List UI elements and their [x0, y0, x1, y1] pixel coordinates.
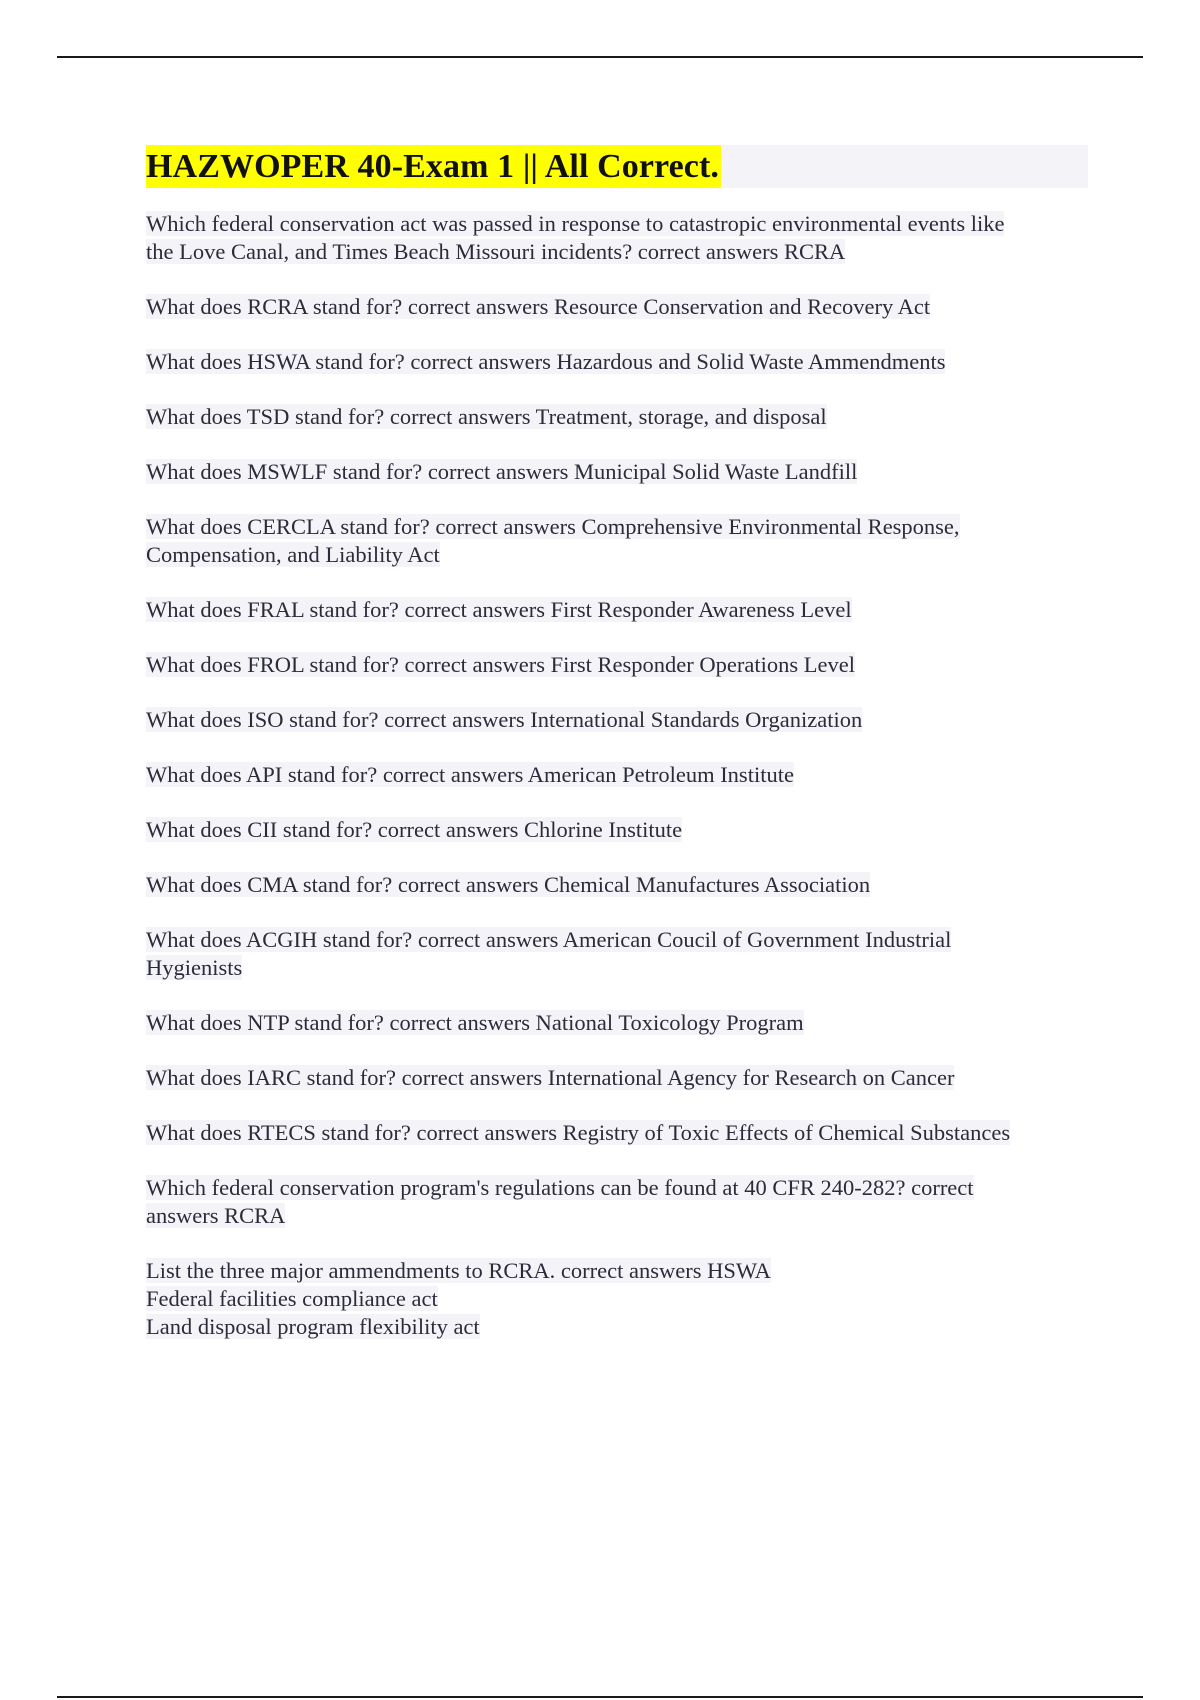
qa-item: Which federal conservation program's regulations can be found at 40 CFR 240-282? correct answers RCRA [146, 1175, 974, 1228]
qa-item: What does RCRA stand for? correct answers Resource Conservation and Recovery Act [146, 294, 931, 319]
qa-item: What does CMA stand for? correct answers Chemical Manufactures Association [146, 872, 871, 897]
qa-item: What does FRAL stand for? correct answers First Responder Awareness Level [146, 597, 852, 622]
document-body [146, 145, 1088, 1368]
qa-item: Which federal conservation act was passed in response to catastropic environmental events like the Love Canal, and Times Beach Missouri incidents? correct answers RCRA [146, 211, 1005, 264]
document-title: HAZWOPER 40-Exam 1 || All Correct. [146, 145, 721, 188]
title-row [146, 145, 1088, 188]
qa-list [146, 210, 1088, 1341]
qa-item: What does CII stand for? correct answers Chlorine Institute [146, 817, 683, 842]
qa-item: What does IARC stand for? correct answers International Agency for Research on Cancer [146, 1065, 955, 1090]
qa-item: What does NTP stand for? correct answers National Toxicology Program [146, 1010, 804, 1035]
qa-item: What does HSWA stand for? correct answers Hazardous and Solid Waste Ammendments [146, 349, 946, 374]
qa-item: What does ACGIH stand for? correct answers American Coucil of Government Industrial Hygienists [146, 927, 952, 980]
qa-item: What does API stand for? correct answers American Petroleum Institute [146, 762, 794, 787]
qa-item: What does MSWLF stand for? correct answers Municipal Solid Waste Landfill [146, 459, 858, 484]
qa-item: List the three major ammendments to RCRA. correct answers HSWA Federal facilities compliance act Land disposal program flexibility act [146, 1258, 771, 1339]
header-rule [57, 56, 1143, 58]
qa-item: What does RTECS stand for? correct answers Registry of Toxic Effects of Chemical Substances [146, 1120, 1011, 1145]
qa-item: What does CERCLA stand for? correct answers Comprehensive Environmental Response, Compensation, and Liability Act [146, 514, 960, 567]
qa-item: What does TSD stand for? correct answers Treatment, storage, and disposal [146, 404, 827, 429]
qa-item: What does FROL stand for? correct answers First Responder Operations Level [146, 652, 855, 677]
qa-item: What does ISO stand for? correct answers International Standards Organization [146, 707, 863, 732]
footer-rule [57, 1696, 1143, 1698]
